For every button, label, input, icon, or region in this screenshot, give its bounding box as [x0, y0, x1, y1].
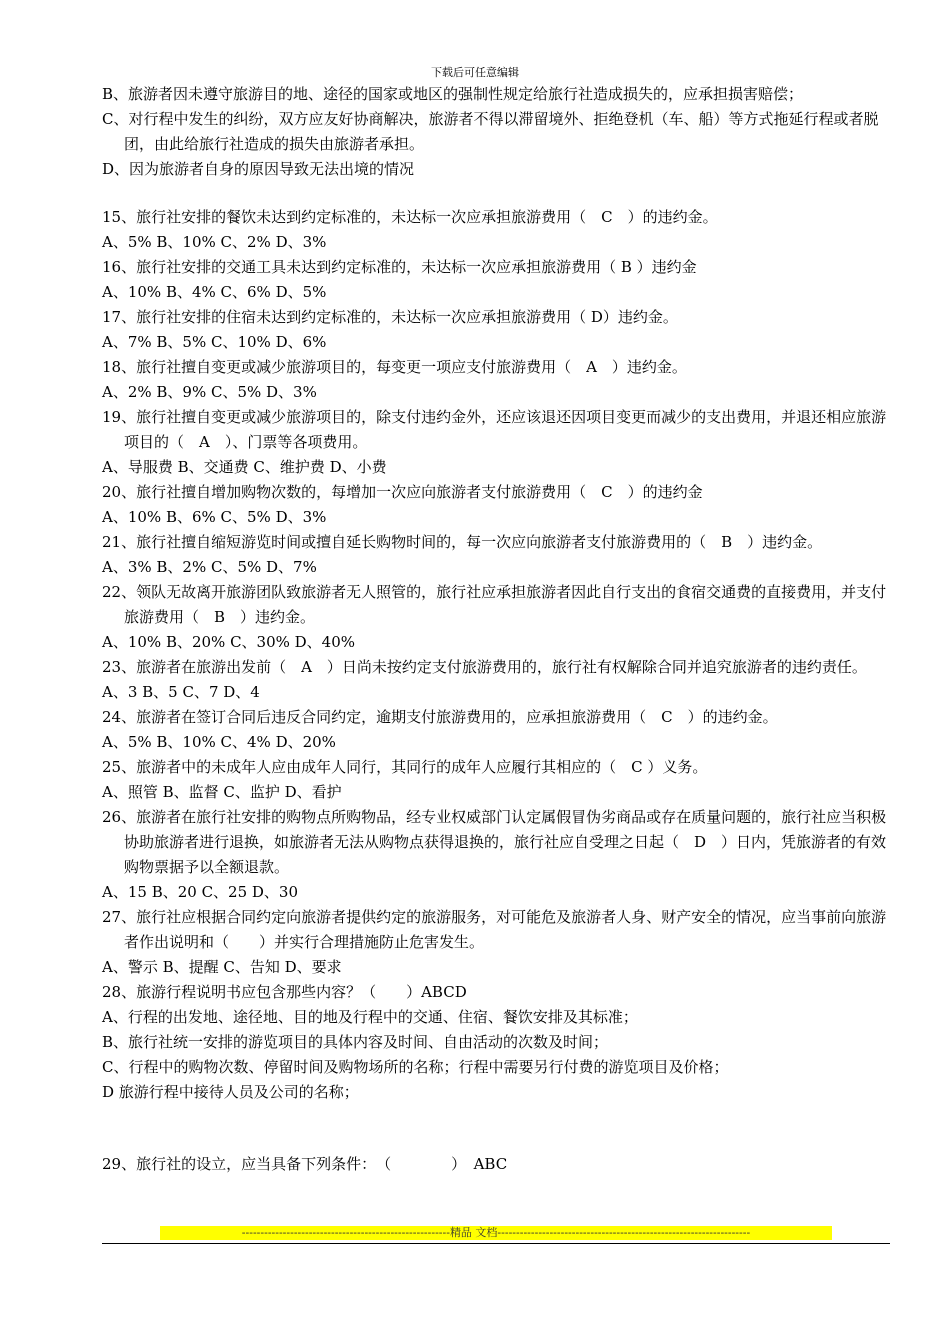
- question-line: 24、旅游者在签订合同后违反合同约定，逾期支付旅游费用的，应承担旅游费用（ C ）的违约金。: [102, 708, 778, 726]
- footer-rule: [102, 1243, 890, 1244]
- option-line: D、因为旅游者自身的原因导致无法出境的情况: [102, 160, 415, 178]
- option-line: A、10% B、4% C、6% D、5%: [102, 283, 327, 301]
- question-list: [102, 205, 892, 1105]
- question-line: 22、领队无故离开旅游团队致旅游者无人照管的，旅行社应承担旅游者因此自行支出的食宿交通费的直接费用，并支付旅游费用（ B ）违约金。: [102, 583, 887, 626]
- question-line: 27、旅行社应根据合同约定向旅游者提供约定的旅游服务，对可能危及旅游者人身、财产安全的情况，应当事前向旅游者作出说明和（ ）并实行合理措施防止危害发生。: [102, 908, 887, 951]
- question-line: 25、旅游者中的未成年人应由成年人同行，其同行的成年人应履行其相应的（ C ）义务。: [102, 758, 708, 776]
- option-line: B、旅行社统一安排的游览项目的具体内容及时间、自由活动的次数及时间；: [102, 1033, 609, 1051]
- question-line: 20、旅行社擅自增加购物次数的，每增加一次应向旅游者支付旅游费用（ C ）的违约金: [102, 483, 703, 501]
- question-line: 26、旅游者在旅行社安排的购物点所购物品，经专业权威部门认定属假冒伪劣商品或存在质量问题的，旅行社应当积极协助旅游者进行退换，如旅游者无法从购物点获得退换的，旅行社应自受理之日起（ D ）日内，凭旅游者的有效购物票据予以全额退款。: [102, 808, 887, 876]
- question-line: 28、旅游行程说明书应包含那些内容？（ ）ABCD: [102, 983, 467, 1001]
- question-line: 19、旅行社擅自变更或减少旅游项目的，除支付违约金外，还应该退还因项目变更而减少的支出费用，并退还相应旅游项目的（ A ）、门票等各项费用。: [102, 408, 887, 451]
- option-line: A、警示 B、提醒 C、告知 D、要求: [102, 958, 342, 976]
- option-line: A、3% B、2% C、5% D、7%: [102, 558, 317, 576]
- question-line: 17、旅行社安排的住宿未达到约定标准的，未达标一次应承担旅游费用（ D）违约金。: [102, 308, 678, 326]
- option-line: A、导服费 B、交通费 C、维护费 D、小费: [102, 458, 387, 476]
- document-body: [102, 82, 892, 1177]
- question-29: 29、旅行社的设立，应当具备下列条件： （ ） ABC: [102, 1155, 508, 1173]
- question-line: 21、旅行社擅自缩短游览时间或擅自延长购物时间的，每一次应向旅游者支付旅游费用的（ B ）违约金。: [102, 533, 823, 551]
- question-line: 16、旅行社安排的交通工具未达到约定标准的，未达标一次应承担旅游费用（ B ）违约金: [102, 258, 697, 276]
- question-line: 18、旅行社擅自变更或减少旅游项目的，每变更一项应支付旅游费用（ A ）违约金。: [102, 358, 687, 376]
- option-line: A、2% B、9% C、5% D、3%: [102, 383, 317, 401]
- option-line: C、对行程中发生的纠纷，双方应友好协商解决，旅游者不得以滞留境外、拒绝登机（车、船）等方式拖延行程或者脱团，由此给旅行社造成的损失由旅游者承担。: [102, 110, 879, 153]
- option-line: A、7% B、5% C、10% D、6%: [102, 333, 327, 351]
- option-line: A、5% B、10% C、4% D、20%: [102, 733, 336, 751]
- option-line: A、10% B、20% C、30% D、40%: [102, 633, 356, 651]
- option-line: C、行程中的购物次数、停留时间及购物场所的名称；行程中需要另行付费的游览项目及价格；: [102, 1058, 729, 1076]
- option-line: D 旅游行程中接待人员及公司的名称；: [102, 1083, 359, 1101]
- option-line: A、行程的出发地、途径地、目的地及行程中的交通、住宿、餐饮安排及其标准；: [102, 1008, 638, 1026]
- option-line: A、10% B、6% C、5% D、3%: [102, 508, 327, 526]
- option-line: B、旅游者因未遵守旅游目的地、途径的国家或地区的强制性规定给旅行社造成损失的，应承担损害赔偿；: [102, 85, 804, 103]
- question-line: 15、旅行社安排的餐饮未达到约定标准的，未达标一次应承担旅游费用（ C ）的违约金。: [102, 208, 718, 226]
- page-footer: --------------------------------------------------------精品 文档--------------------------------------------------------------------: [160, 1226, 832, 1240]
- option-line: A、3 B、5 C、7 D、4: [102, 683, 260, 701]
- option-line: A、15 B、20 C、25 D、30: [102, 883, 299, 901]
- option-line: A、5% B、10% C、2% D、3%: [102, 233, 327, 251]
- option-line: A、照管 B、监督 C、监护 D、看护: [102, 783, 342, 801]
- question-line: 23、旅游者在旅游出发前（ A ）日尚未按约定支付旅游费用的，旅行社有权解除合同并追究旅游者的违约责任。: [102, 658, 867, 676]
- page-header: 下载后可任意编辑: [431, 66, 519, 79]
